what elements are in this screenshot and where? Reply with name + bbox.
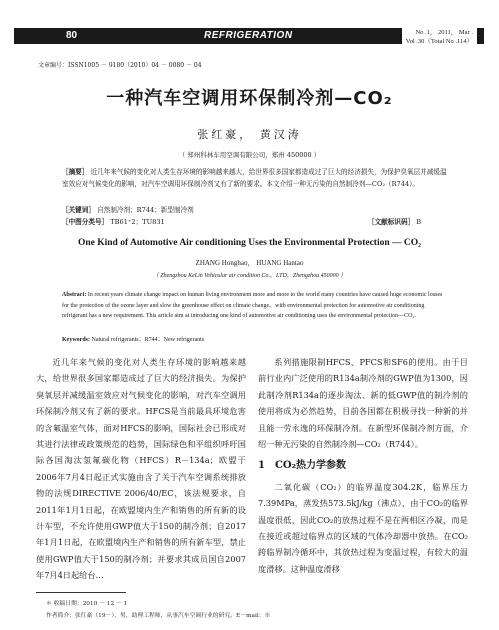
english-affiliation: （ Zhengzhou KeLin Vehicular air condition Co.，LTD，Zhengzhou 450000 ） [152,273,347,279]
keywords-en [62,334,204,343]
authors: 张红豪， 黄汉涛 [197,128,302,141]
clc-text: TB61⁺2；TU831 [110,218,165,226]
body-column-right [258,354,468,577]
doc-text: B [416,218,422,226]
clc-label: ［中图分类号］ [62,218,109,226]
paper-title: 一种汽车空调用环保制冷剂—CO₂ [106,88,393,109]
keywords-cn [62,204,194,214]
body-paragraph: 二氧化碳（CO₂）的临界温度304.2K，临界压力7.39MPa，蒸发热573.5kJ/kg（沸点），由于CO₂的临界温度很低，因此CO₂的放热过程不是在两相区冷凝，而是在接近或超过临界点的区域的气体冷却器中放热。在CO₂跨临界制冷循环中，其放热过程为变温过程，有较大的温度滑移。这种温度滑移 [258,481,468,574]
issue-line-2: Vol .30（Total No .114） [405,38,473,45]
doc-label: ［文献标识码］ [368,218,415,226]
en-keywords-label: Keywords: [62,337,90,343]
abstract-en [62,290,450,322]
keywords-text: 自然制冷剂；R744；新型制冷剂 [97,206,194,214]
abstract-cn [62,166,450,190]
english-authors: ZHANG Honghao， HUANG Hantao [195,259,304,267]
footnote-rule [36,592,126,593]
page-number: 80 [66,30,78,41]
section-heading: 1 CO₂热力学参数 [258,460,347,472]
keywords-label: ［关键词］ [62,206,95,214]
affiliation: （ 郑州科林车用空调有限公司，郑州 450000 ） [178,151,321,159]
abstract-label: ［摘要］ [62,168,89,176]
body-paragraph: 系列措施限制HFCS、PFCS和SF6的使用。由于目前行业内广泛使用的R134a制冷剂的GWP值为1300，因此制冷剂R134a的逐步淘汰、新的低GWP值的制冷剂的使用将成为必然趋势，目前各国都在积极寻找一种新的并且能一劳永逸的环保制冷剂。在新型环保制冷剂方面，介绍一种无污染的自然制冷剂—CO₂（R744）。 [258,357,468,450]
abstract-text: 近几年来气候的变化对人类生存环境的影响越来越大，给世界很多国家都造成过了巨大的经济损失，为保护臭氧层并减缓温室效应对气候变化的影响，对汽车空调用环保制冷剂又有了新的要求。本文介绍一种无污染的自然制冷剂—CO₂（R744）。 [62,168,447,188]
footnote-received: ＊ 收稿日期：2010 － 12 － 1 [46,601,128,607]
english-title: One Kind of Automotive Air conditioning Uses the Environmental Protection — CO₂ [77,238,421,248]
body-paragraph: 近几年来气候的变化对人类生存环境的影响越来越大，给世界很多国家都造成过了巨大的经济损失。为保护臭氧层并减缓温室效应对气候变化的影响，对汽车空调用环保制冷剂又有了新的要求。HFCS是当前最具环境危害的含氟温室气体，面对HFCS的影响，国际社会已形成对其进行法律或政策规范的趋势，国际绿色和平组织呼吁国际各国淘汰氢氟碳化物（HFCS）R－134a；欧盟于2006年7月4日起正式实施由含了关于汽车空调系统排放物的法规DIRECTIVE 2006/40/EC，该法规要求，自2011年1月1日起，在欧盟境内生产和销售的所有新的设计车型，不允许使用GWP值大于150的制冷剂；自2017年1月1日起，在欧盟境内生产和销售的所有新车型，禁止使用GWP值大于150的制冷剂；并要求其成员国自2007年7月4日起给台… [36,357,246,581]
article-number: 文章编号：ISSN1005 － 9180（2010）04 － 0080 － 04 [38,62,202,69]
clc-number [62,216,165,226]
issue-info [402,28,477,46]
journal-name: REFRIGERATION [204,30,293,41]
document-code [368,216,421,226]
footnote-author: 作者简介：张红豪（19－），男，助理工程师，从事汽车空调行业的研究。E－mail：※ [46,613,271,619]
issue-line-1: No .1， 2011， Mar . [415,29,473,36]
body-column-left [36,354,246,584]
en-abstract-text: In recent years climate change impact on human living environment more and more to the world many countries have caused huge economic losses for the protection of the ozone layer and slow the greenhouse effect on climate change，with environmental protection for automotive air conditioning refrigerant has a new requirement. This article aim at introducing one kind of automotive air conditioning uses the environmental protection—CO₂. [62,292,443,319]
en-keywords-text: Natural refrigerants；R744；New refrigerants [91,337,205,343]
en-abstract-label: Abstract: [62,292,87,298]
